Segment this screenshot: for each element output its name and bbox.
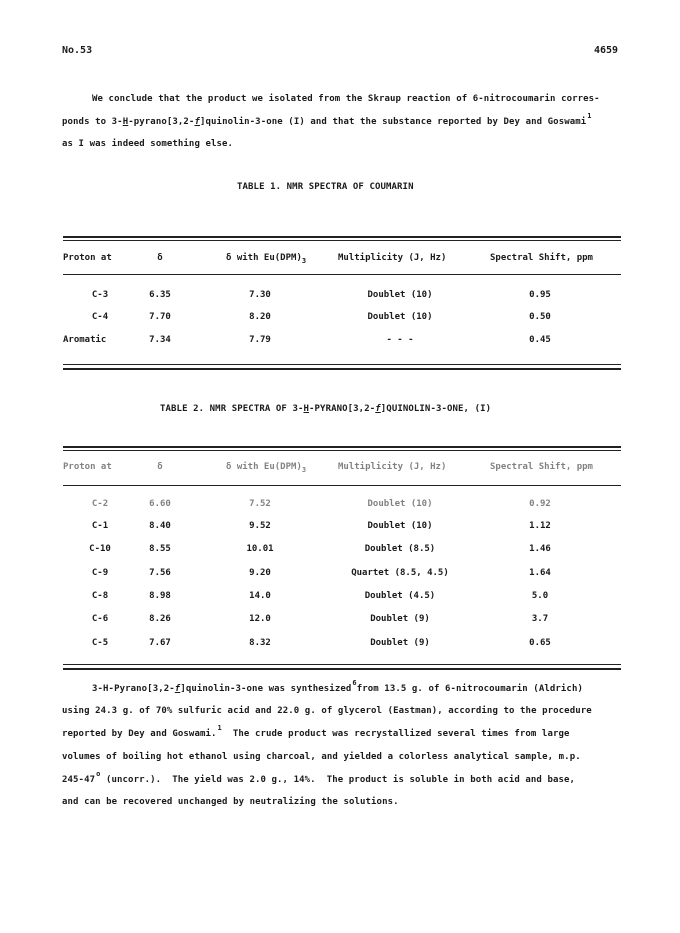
table2-cell-delta-eu: 8.32: [249, 638, 271, 648]
table2-header-shift: Spectral Shift, ppm: [490, 462, 593, 472]
table1-cell-multiplicity: - - -: [386, 335, 414, 345]
table2-cell-shift: 1.12: [529, 521, 551, 531]
table2-cell-proton: C-6: [91, 614, 109, 624]
table2-cell-multiplicity: Doublet (8.5): [364, 544, 436, 554]
table2-cell-shift: 1.46: [529, 544, 551, 554]
table2-cell-delta: 8.26: [149, 614, 171, 624]
table1-cell-delta: 7.70: [149, 312, 171, 322]
table2-bottom-rule-thin: [63, 664, 621, 665]
table2-cell-delta-eu: 9.52: [249, 521, 271, 531]
table1-cell-multiplicity: Doublet (10): [367, 312, 433, 322]
table1-cell-shift: 0.50: [529, 312, 551, 322]
table1-header-multiplicity: Multiplicity (J, Hz): [338, 253, 447, 263]
closing-line-4: volumes of boiling hot ethanol using charcoal, and yielded a colorless analytical sample, m.p.: [62, 752, 581, 762]
table2-cell-shift: 0.92: [529, 499, 551, 509]
table2-cell-delta: 8.55: [149, 544, 171, 554]
table2-cell-delta: 7.56: [149, 568, 171, 578]
table2-cell-multiplicity: Doublet (9): [370, 638, 430, 648]
table1-bottom-rule: [63, 368, 621, 370]
table1-top-rule: [63, 236, 621, 238]
table2-bottom-rule: [63, 668, 621, 670]
table2-header-delta-eu: δ with $Eu(DPM)_3$: [226, 462, 307, 474]
table1-top-rule-thin: [63, 240, 621, 241]
table2-title: TABLE 2. NMR SPECTRA OF 3-H-PYRANO[3,2-f]QUINOLIN-3-ONE, (I): [160, 404, 492, 414]
table1-header-rule: [63, 274, 621, 275]
closing-line-6: and can be recovered unchanged by neutralizing the solutions.: [62, 797, 399, 807]
table1-header-shift: Spectral Shift, ppm: [490, 253, 593, 263]
table1-header-delta-eu: δ with $Eu(DPM)_3$: [226, 253, 307, 265]
table2-cell-delta-eu: 7.52: [249, 499, 271, 509]
table2-cell-delta-eu: 12.0: [249, 614, 271, 624]
table1-cell-multiplicity: Doublet (10): [367, 290, 433, 300]
table2-cell-multiplicity: Doublet (9): [370, 614, 430, 624]
table2-top-rule: [63, 446, 621, 448]
table2-cell-multiplicity: Doublet (4.5): [364, 591, 436, 601]
table1-header-delta: δ: [157, 253, 163, 263]
table2-cell-shift: 3.7: [531, 614, 549, 624]
table1-cell-delta-eu: 7.79: [249, 335, 271, 345]
closing-line-2: using 24.3 g. of 70% sulfuric acid and 22.0 g. of glycerol (Eastman), according to the procedure: [62, 706, 592, 716]
table2-cell-shift: 5.0: [531, 591, 549, 601]
table2-cell-proton: C-2: [91, 499, 109, 509]
closing-line-1: 3-H-Pyrano[3,2-f]quinolin-3-one was synthesized$^6$from 13.5 g. of 6-nitrocoumarin (Aldrich): [92, 679, 583, 694]
table2-cell-delta: 8.98: [149, 591, 171, 601]
table2-cell-shift: 1.64: [529, 568, 551, 578]
table2-top-rule-thin: [63, 450, 621, 451]
table1-cell-proton: Aromatic: [63, 335, 107, 345]
table2-cell-shift: 0.65: [529, 638, 551, 648]
table1-cell-delta: 7.34: [149, 335, 171, 345]
table1-cell-proton: C-3: [91, 290, 109, 300]
table1-header-proton: Proton at: [63, 253, 112, 263]
intro-line-1: We conclude that the product we isolated from the Skraup reaction of 6-nitrocoumarin corres-: [92, 94, 600, 104]
table2-header-multiplicity: Multiplicity (J, Hz): [338, 462, 447, 472]
table2-cell-delta: 8.40: [149, 521, 171, 531]
table2-cell-multiplicity: Doublet (10): [367, 499, 433, 509]
table1-cell-shift: 0.95: [529, 290, 551, 300]
table2-cell-delta-eu: 14.0: [249, 591, 271, 601]
table2-cell-multiplicity: Quartet (8.5, 4.5): [351, 568, 449, 578]
closing-line-5: 245-47$^o$ (uncorr.). The yield was 2.0 g., 14%. The product is soluble in both acid and base,: [62, 770, 576, 785]
journal-issue-number: No.53: [62, 45, 93, 56]
table1-cell-delta: 6.35: [149, 290, 171, 300]
page-number: 4659: [594, 45, 619, 56]
table2-cell-multiplicity: Doublet (10): [367, 521, 433, 531]
table2-cell-delta: 7.67: [149, 638, 171, 648]
table1-title: TABLE 1. NMR SPECTRA OF COUMARIN: [237, 182, 414, 192]
table2-header-delta: δ: [157, 462, 163, 472]
table1-cell-proton: C-4: [91, 312, 109, 322]
table1-cell-shift: 0.45: [529, 335, 551, 345]
table2-cell-proton: C-9: [91, 568, 109, 578]
table2-cell-proton: C-1: [91, 521, 109, 531]
table2-header-rule: [63, 485, 621, 486]
table2-cell-proton: C-10: [89, 544, 111, 554]
table1-bottom-rule-thin: [63, 364, 621, 365]
table2-cell-proton: C-8: [91, 591, 109, 601]
table2-header-proton: Proton at: [63, 462, 112, 472]
closing-line-3: reported by Dey and Goswami.$^1$ The crude product was recrystallized several times from large: [62, 724, 570, 739]
table2-cell-delta: 6.60: [149, 499, 171, 509]
intro-line-2: ponds to 3-H-pyrano[3,2-f]quinolin-3-one (I) and that the substance reported by Dey and Goswami$^1$: [62, 112, 592, 127]
table1-cell-delta-eu: 8.20: [249, 312, 271, 322]
table2-cell-delta-eu: 9.20: [249, 568, 271, 578]
table2-cell-delta-eu: 10.01: [246, 544, 274, 554]
table2-cell-proton: C-5: [91, 638, 109, 648]
intro-line-3: as I was indeed something else.: [62, 139, 234, 149]
table1-cell-delta-eu: 7.30: [249, 290, 271, 300]
